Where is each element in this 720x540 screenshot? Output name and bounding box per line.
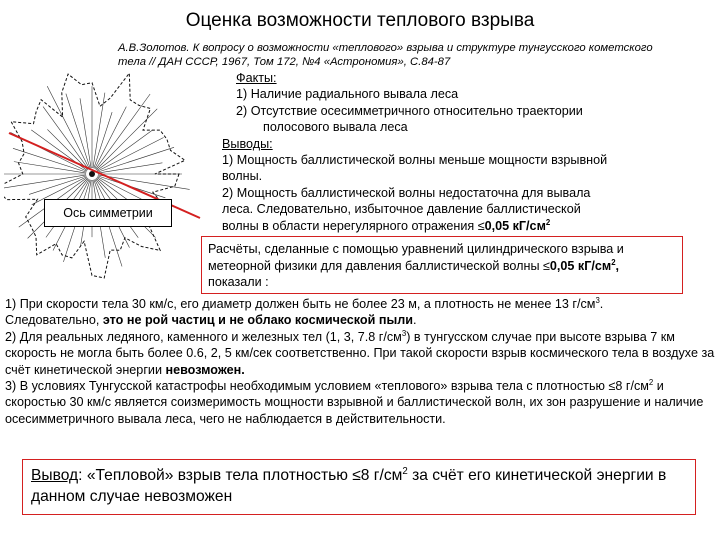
calc-line2: метеорной физики для давления баллистической волны ≤0,05 $кГ/см^2$, xyxy=(208,257,620,273)
fact-2-line2: полосового вывала леса xyxy=(263,120,408,135)
fall-line xyxy=(98,147,174,172)
fall-line xyxy=(97,130,152,170)
fall-line xyxy=(97,138,163,172)
main-text xyxy=(5,296,715,427)
paragraph-1: 1) При скорости тела 30 км/с, его диаметр должен быть не более 23 м, а плотность не менее 13 $г/см^3$. Следовательно, это не рой частиц и не облако космической пыли. xyxy=(5,295,604,328)
calc-line3: показали : xyxy=(208,275,269,289)
pressure-value: 0,05 кГ/см xyxy=(484,218,546,233)
fall-line xyxy=(66,94,90,169)
reference-citation: А.В.Золотов. К вопросу о возможности «теплового» взрыва и структуре тунгусского кометского тела // ДАН СССР, 1967, Том 172, №4 «Астрономия», С.84-87 xyxy=(118,42,653,68)
finding-2-line1: 2) Мощность баллистической волны недостаточна для вывала xyxy=(222,185,591,200)
fall-line xyxy=(80,98,91,168)
fall-line xyxy=(98,175,190,190)
finding-2-line3: волны в области нерегулярного отражения ≤0,05 $кГ/см^2$ xyxy=(222,217,551,233)
paragraph-2: 2) Для реальных ледяного, каменного и железных тел (1, 3, 7.8 $г/см^3$) в тунгусском случае при высоте взрыва 7 км скорость не могла быть более 0.6, 2, 5 км/сек соответственно. При такой скорости взрыв космического тела в воздухе за счёт кинетической энергии невозможен. xyxy=(5,328,715,377)
conclusion-box: Вывод: «Тепловой» взрыв тела плотностью ≤8 $г/см^2$ за счёт его кинетической энергии в данном случае невозможен xyxy=(22,459,696,515)
radial-fall-lines xyxy=(4,86,190,266)
fall-line xyxy=(43,107,88,170)
calculation-box xyxy=(201,236,683,294)
finding-2-line2: леса. Следовательно, избыточное давление баллистической xyxy=(222,202,581,217)
forest-fall-diagram xyxy=(4,66,204,304)
slide-title: Оценка возможности теплового взрыва xyxy=(185,10,535,31)
calc-pressure-value: 0,05 кГ/см xyxy=(549,258,612,273)
fall-line xyxy=(96,109,157,170)
fact-1: 1) Наличие радиального вывала леса xyxy=(236,87,459,102)
fall-line xyxy=(47,129,87,169)
impossible-statement: невозможен. xyxy=(165,362,245,377)
fall-line xyxy=(4,175,86,188)
paragraph-3: 3) В условиях Тунгусской катастрофы необходимым условием «теплового» взрыва тела с плотностью ≤8 $г/см^2$ и скоростью 30 км/с является соизмеримость мощности взрывной и баллистической волн, их зон разрушение и наличие осесимметричного вывала леса, чего не наблюдается в действительности. xyxy=(5,377,704,426)
fall-line xyxy=(98,163,162,173)
finding-1-line2: волны. xyxy=(222,169,263,184)
not-swarm-statement: это не рой частиц и не облако космической пыли xyxy=(102,313,413,328)
findings-heading: Выводы: xyxy=(222,136,273,151)
facts-heading: Факты: xyxy=(236,71,277,85)
calc-line1: Расчёты, сделанные с помощью уравнений цилиндрического взрыва и xyxy=(208,242,624,256)
conclusion-label: Вывод xyxy=(31,467,79,484)
fall-line xyxy=(47,86,89,169)
finding-1-line1: 1) Мощность баллистической волны меньше мощности взрывной xyxy=(222,153,608,168)
fact-2-line1: 2) Отсутствие осесимметричного относительно траектории xyxy=(236,103,583,118)
facts-and-findings xyxy=(222,70,692,234)
fall-line xyxy=(95,107,127,169)
symmetry-axis-label: Ось симметрии xyxy=(44,199,172,227)
